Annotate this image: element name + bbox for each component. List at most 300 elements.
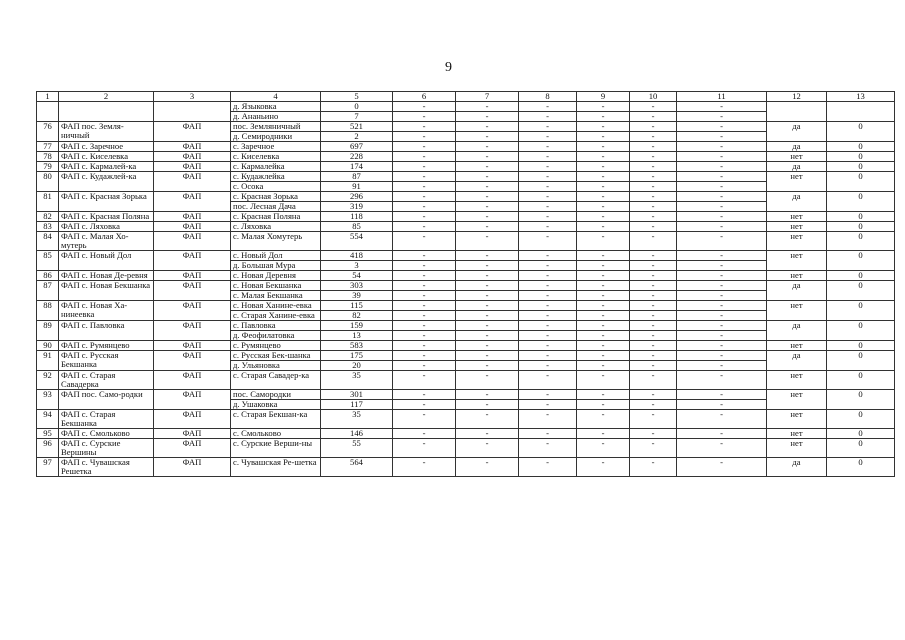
- table-cell: 0: [827, 301, 895, 321]
- table-cell: -: [630, 351, 677, 361]
- table-cell: -: [519, 261, 577, 271]
- table-cell: -: [577, 429, 630, 439]
- table-row: [37, 458, 895, 477]
- table-cell: 93: [37, 390, 59, 410]
- table-cell: -: [393, 429, 456, 439]
- table-cell: с. Сурские Верши-ны: [231, 439, 321, 458]
- table-cell: ФАП: [154, 341, 231, 351]
- table-row: [37, 232, 895, 251]
- table-cell: ФАП: [154, 251, 231, 271]
- table-cell: 0: [827, 321, 895, 341]
- table-cell: -: [677, 112, 767, 122]
- table-cell: пос. Земляничный: [231, 122, 321, 132]
- table-cell: -: [630, 311, 677, 321]
- table-cell: -: [456, 132, 519, 142]
- table-row: [37, 410, 895, 429]
- table-cell: нет: [767, 410, 827, 429]
- table-cell: 13: [321, 331, 393, 341]
- table-cell: ФАП: [154, 301, 231, 321]
- table-cell: -: [577, 222, 630, 232]
- table-row: [37, 429, 895, 439]
- table-cell: -: [519, 291, 577, 301]
- table-cell: -: [456, 152, 519, 162]
- table-cell: ФАП с. Павловка: [59, 321, 154, 341]
- table-cell: -: [677, 281, 767, 291]
- table-cell: -: [677, 458, 767, 477]
- table-cell: -: [519, 202, 577, 212]
- table-cell: нет: [767, 222, 827, 232]
- table-cell: -: [519, 212, 577, 222]
- table-cell: 521: [321, 122, 393, 132]
- table-cell: -: [393, 410, 456, 429]
- table-cell: ФАП с. Кудажлей-ка: [59, 172, 154, 192]
- table-cell: -: [677, 162, 767, 172]
- table-cell: 296: [321, 192, 393, 202]
- table-cell: 55: [321, 439, 393, 458]
- table-cell: с. Чувашская Ре-шетка: [231, 458, 321, 477]
- table-cell: -: [677, 331, 767, 341]
- table-row: [37, 321, 895, 331]
- table-cell: -: [677, 251, 767, 261]
- table-cell: ФАП: [154, 321, 231, 341]
- table-cell: да: [767, 162, 827, 172]
- table-cell: ФАП с. Заречное: [59, 142, 154, 152]
- table-cell: с. Старая Бекшан-ка: [231, 410, 321, 429]
- table-cell: -: [519, 390, 577, 400]
- table-cell: -: [677, 361, 767, 371]
- column-header: 1: [37, 92, 59, 102]
- table-cell: -: [456, 182, 519, 192]
- table-cell: -: [577, 202, 630, 212]
- table-cell: -: [677, 142, 767, 152]
- table-cell: д. Языковка: [231, 102, 321, 112]
- table-cell: 697: [321, 142, 393, 152]
- table-cell: пос. Лесная Дача: [231, 202, 321, 212]
- table-cell: -: [677, 439, 767, 458]
- table-cell: -: [393, 232, 456, 251]
- table-cell: [154, 102, 231, 122]
- table-cell: 319: [321, 202, 393, 212]
- table-cell: 301: [321, 390, 393, 400]
- table-cell: -: [393, 162, 456, 172]
- table-cell: -: [393, 192, 456, 202]
- table-cell: ФАП пос. Земля-ничный: [59, 122, 154, 142]
- table-cell: [827, 102, 895, 122]
- table-cell: -: [677, 341, 767, 351]
- table-cell: ФАП с. Чувашская Решетка: [59, 458, 154, 477]
- table-cell: -: [630, 261, 677, 271]
- table-cell: с. Красная Зорька: [231, 192, 321, 202]
- table-cell: ФАП: [154, 271, 231, 281]
- table-cell: -: [456, 341, 519, 351]
- table-cell: -: [577, 142, 630, 152]
- table-cell: 0: [827, 222, 895, 232]
- table-cell: да: [767, 321, 827, 341]
- table-cell: 20: [321, 361, 393, 371]
- table-cell: -: [577, 321, 630, 331]
- table-cell: 87: [37, 281, 59, 301]
- table-cell: с. Заречное: [231, 142, 321, 152]
- table-cell: д. Феофилатовка: [231, 331, 321, 341]
- table-cell: -: [677, 122, 767, 132]
- table-cell: -: [519, 102, 577, 112]
- table-row: [37, 152, 895, 162]
- table-cell: -: [677, 390, 767, 400]
- column-header: 6: [393, 92, 456, 102]
- table-cell: 76: [37, 122, 59, 142]
- table-row: [37, 162, 895, 172]
- table-cell: -: [456, 232, 519, 251]
- table-cell: -: [519, 172, 577, 182]
- table-cell: -: [630, 301, 677, 311]
- table-cell: -: [393, 172, 456, 182]
- table-cell: -: [393, 251, 456, 261]
- table-cell: -: [456, 212, 519, 222]
- table-cell: -: [519, 251, 577, 261]
- table-cell: ФАП с. Сурские Вершины: [59, 439, 154, 458]
- table-cell: -: [519, 311, 577, 321]
- table-row: [37, 439, 895, 458]
- table-cell: -: [456, 331, 519, 341]
- table-cell: -: [677, 271, 767, 281]
- column-header: 2: [59, 92, 154, 102]
- table-cell: с. Новая Ханине-евка: [231, 301, 321, 311]
- table-cell: -: [393, 182, 456, 192]
- table-cell: да: [767, 192, 827, 212]
- table-cell: -: [393, 458, 456, 477]
- table-cell: ФАП с. Киселевка: [59, 152, 154, 162]
- table-cell: ФАП с. Новый Дол: [59, 251, 154, 271]
- table-cell: [59, 102, 154, 122]
- table-cell: 0: [827, 281, 895, 301]
- table-cell: -: [630, 458, 677, 477]
- table-cell: 79: [37, 162, 59, 172]
- table-row: [37, 271, 895, 281]
- table-cell: -: [577, 212, 630, 222]
- table-cell: ФАП с. Красная Зорька: [59, 192, 154, 212]
- table-cell: ФАП: [154, 458, 231, 477]
- table-cell: с. Новая Деревня: [231, 271, 321, 281]
- table-header-row: [37, 92, 895, 102]
- table-cell: -: [677, 321, 767, 331]
- table-cell: -: [577, 251, 630, 261]
- table-cell: да: [767, 142, 827, 152]
- table-cell: -: [677, 192, 767, 202]
- table-cell: -: [677, 301, 767, 311]
- table-cell: 0: [827, 271, 895, 281]
- table-cell: -: [630, 232, 677, 251]
- table-cell: -: [456, 271, 519, 281]
- table-cell: да: [767, 351, 827, 371]
- column-header: 12: [767, 92, 827, 102]
- table-cell: -: [456, 281, 519, 291]
- table-cell: нет: [767, 251, 827, 271]
- table-cell: -: [577, 410, 630, 429]
- table-cell: 97: [37, 458, 59, 477]
- table-cell: ФАП с. Ляховка: [59, 222, 154, 232]
- table-cell: -: [393, 142, 456, 152]
- table-cell: 88: [37, 301, 59, 321]
- table-cell: -: [393, 371, 456, 390]
- table-cell: 39: [321, 291, 393, 301]
- table-cell: -: [677, 132, 767, 142]
- table-cell: ФАП: [154, 232, 231, 251]
- table-cell: ФАП с. Малая Хо-мутерь: [59, 232, 154, 251]
- table-cell: -: [456, 192, 519, 202]
- table-cell: 86: [37, 271, 59, 281]
- table-cell: -: [630, 152, 677, 162]
- table-cell: 35: [321, 410, 393, 429]
- table-cell: -: [519, 162, 577, 172]
- table-cell: -: [456, 410, 519, 429]
- table-cell: -: [456, 162, 519, 172]
- table-cell: -: [456, 222, 519, 232]
- table-cell: -: [630, 281, 677, 291]
- table-cell: -: [393, 212, 456, 222]
- table-cell: ФАП: [154, 192, 231, 212]
- table-cell: 0: [827, 341, 895, 351]
- table-row: [37, 222, 895, 232]
- table-cell: -: [519, 271, 577, 281]
- table-cell: ФАП: [154, 281, 231, 301]
- table-cell: 80: [37, 172, 59, 192]
- table-row: [37, 212, 895, 222]
- table-cell: -: [577, 341, 630, 351]
- table-cell: 0: [827, 142, 895, 152]
- table-cell: с. Русская Бек-шанка: [231, 351, 321, 361]
- table-row: [37, 351, 895, 361]
- table-cell: -: [630, 202, 677, 212]
- table-cell: с. Новая Бекшанка: [231, 281, 321, 291]
- table-cell: с. Смольково: [231, 429, 321, 439]
- table-cell: 159: [321, 321, 393, 331]
- table-cell: 94: [37, 410, 59, 429]
- table-cell: нет: [767, 341, 827, 351]
- table-cell: -: [456, 351, 519, 361]
- table-cell: ФАП: [154, 390, 231, 410]
- table-cell: -: [630, 429, 677, 439]
- table-cell: -: [456, 112, 519, 122]
- table-cell: ФАП с. Смольково: [59, 429, 154, 439]
- column-header: 5: [321, 92, 393, 102]
- table-cell: 228: [321, 152, 393, 162]
- table-cell: -: [393, 301, 456, 311]
- table-cell: ФАП с. Новая Ха-нинеевка: [59, 301, 154, 321]
- table-cell: -: [677, 371, 767, 390]
- table-cell: 96: [37, 439, 59, 458]
- table-cell: 7: [321, 112, 393, 122]
- table-cell: -: [577, 112, 630, 122]
- table-cell: ФАП с. Новая Де-ревня: [59, 271, 154, 281]
- table-cell: -: [393, 152, 456, 162]
- table-cell: с. Малая Бекшанка: [231, 291, 321, 301]
- table-cell: -: [519, 232, 577, 251]
- table-cell: пос. Самородки: [231, 390, 321, 400]
- table-cell: -: [456, 301, 519, 311]
- table-cell: -: [519, 122, 577, 132]
- table-cell: 82: [321, 311, 393, 321]
- table-cell: -: [519, 192, 577, 202]
- table-cell: -: [519, 152, 577, 162]
- table-cell: д. Большая Мура: [231, 261, 321, 271]
- table-cell: 35: [321, 371, 393, 390]
- table-cell: да: [767, 122, 827, 142]
- table-cell: -: [677, 311, 767, 321]
- table-cell: -: [456, 400, 519, 410]
- table-cell: нет: [767, 152, 827, 162]
- table-cell: -: [577, 281, 630, 291]
- table-cell: с. Румянцево: [231, 341, 321, 351]
- column-header: 11: [677, 92, 767, 102]
- table-row: [37, 390, 895, 400]
- table-cell: 303: [321, 281, 393, 291]
- table-cell: -: [630, 192, 677, 202]
- table-cell: -: [630, 439, 677, 458]
- table-cell: 0: [827, 232, 895, 251]
- table-cell: 0: [827, 212, 895, 222]
- table-cell: д. Ананьино: [231, 112, 321, 122]
- table-cell: -: [456, 390, 519, 400]
- page-number: 9: [445, 60, 452, 75]
- table-cell: ФАП: [154, 410, 231, 429]
- table-cell: -: [630, 212, 677, 222]
- table-cell: -: [393, 321, 456, 331]
- table-cell: 95: [37, 429, 59, 439]
- table-cell: 583: [321, 341, 393, 351]
- table-cell: 0: [827, 162, 895, 172]
- table-cell: -: [577, 400, 630, 410]
- table-row: [37, 281, 895, 291]
- table-cell: 115: [321, 301, 393, 311]
- table-cell: -: [677, 172, 767, 182]
- table-cell: -: [577, 301, 630, 311]
- table-cell: -: [630, 172, 677, 182]
- table-cell: -: [577, 390, 630, 400]
- table-cell: 117: [321, 400, 393, 410]
- table-cell: -: [519, 400, 577, 410]
- table-cell: -: [677, 261, 767, 271]
- table-cell: -: [519, 341, 577, 351]
- table-cell: -: [630, 341, 677, 351]
- table-cell: -: [577, 192, 630, 202]
- table-cell: -: [677, 222, 767, 232]
- table-cell: нет: [767, 172, 827, 192]
- table-cell: 0: [827, 439, 895, 458]
- table-cell: 78: [37, 152, 59, 162]
- table-cell: -: [577, 172, 630, 182]
- table-cell: д. Ульяновка: [231, 361, 321, 371]
- table-cell: -: [456, 439, 519, 458]
- table-cell: -: [577, 261, 630, 271]
- table-cell: ФАП: [154, 162, 231, 172]
- column-header: 3: [154, 92, 231, 102]
- table-cell: -: [677, 351, 767, 361]
- table-cell: -: [393, 351, 456, 361]
- table-cell: с. Павловка: [231, 321, 321, 331]
- table-cell: -: [519, 410, 577, 429]
- table-cell: -: [456, 102, 519, 112]
- table-cell: -: [519, 112, 577, 122]
- table-cell: -: [393, 400, 456, 410]
- table-cell: ФАП с. Русская Бекшанка: [59, 351, 154, 371]
- table-cell: нет: [767, 390, 827, 410]
- table-row: [37, 172, 895, 182]
- table-cell: 175: [321, 351, 393, 361]
- table-cell: -: [456, 371, 519, 390]
- table-cell: ФАП: [154, 142, 231, 152]
- table-cell: -: [577, 291, 630, 301]
- table-cell: -: [393, 122, 456, 132]
- table-cell: -: [677, 291, 767, 301]
- table-cell: -: [677, 182, 767, 192]
- table-cell: ФАП пос. Само-родки: [59, 390, 154, 410]
- table-cell: да: [767, 458, 827, 477]
- table-cell: 564: [321, 458, 393, 477]
- table-cell: -: [577, 331, 630, 341]
- table-cell: -: [630, 112, 677, 122]
- table-cell: с. Осока: [231, 182, 321, 192]
- table-cell: -: [456, 251, 519, 261]
- table-cell: с. Кармалейка: [231, 162, 321, 172]
- table-cell: нет: [767, 439, 827, 458]
- table-cell: -: [456, 202, 519, 212]
- table-cell: ФАП: [154, 351, 231, 371]
- table-cell: -: [519, 132, 577, 142]
- column-header: 4: [231, 92, 321, 102]
- table-cell: 0: [827, 371, 895, 390]
- table-cell: -: [630, 142, 677, 152]
- table-cell: 0: [827, 251, 895, 271]
- table-cell: -: [677, 202, 767, 212]
- table-cell: -: [393, 341, 456, 351]
- table-cell: -: [456, 321, 519, 331]
- table-cell: 83: [37, 222, 59, 232]
- table-cell: -: [519, 458, 577, 477]
- table-cell: ФАП с. Красная Поляна: [59, 212, 154, 222]
- table-cell: 77: [37, 142, 59, 152]
- table-cell: -: [577, 439, 630, 458]
- table-row: [37, 251, 895, 261]
- table-cell: -: [456, 142, 519, 152]
- table-cell: -: [577, 458, 630, 477]
- table-cell: д. Семиродники: [231, 132, 321, 142]
- table-cell: ФАП: [154, 152, 231, 162]
- table-cell: -: [630, 400, 677, 410]
- table-cell: ФАП: [154, 371, 231, 390]
- table-cell: с. Ляховка: [231, 222, 321, 232]
- table-cell: -: [393, 311, 456, 321]
- table-cell: -: [630, 222, 677, 232]
- table-cell: 174: [321, 162, 393, 172]
- table-row: [37, 102, 895, 112]
- table-cell: -: [519, 331, 577, 341]
- table-cell: -: [456, 122, 519, 132]
- table-cell: -: [519, 142, 577, 152]
- table-cell: -: [630, 390, 677, 400]
- table-cell: 0: [827, 410, 895, 429]
- table-cell: с. Красная Поляна: [231, 212, 321, 222]
- table-cell: 0: [827, 192, 895, 212]
- table-cell: -: [577, 122, 630, 132]
- table-cell: ФАП с. Старая Савадерка: [59, 371, 154, 390]
- table-cell: д. Ушаковка: [231, 400, 321, 410]
- table-cell: -: [456, 291, 519, 301]
- table-cell: 0: [827, 458, 895, 477]
- table-cell: 0: [827, 390, 895, 410]
- table-cell: нет: [767, 232, 827, 251]
- table-cell: 118: [321, 212, 393, 222]
- table-cell: нет: [767, 271, 827, 281]
